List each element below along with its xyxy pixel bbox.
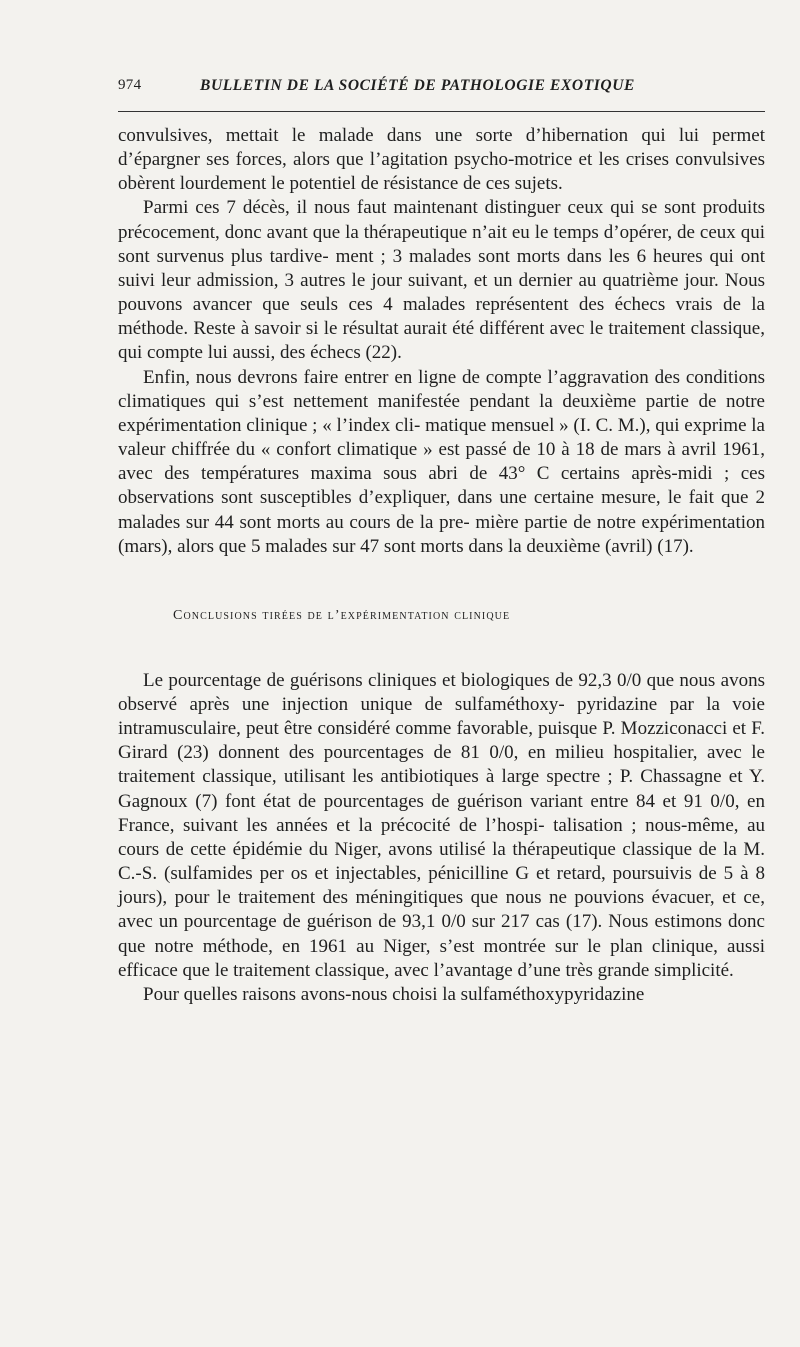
paragraph-conclusions: Le pourcentage de guérisons cliniques et biologiques de 92,3 0/0 que nous avons observé après une injection unique de sulfaméthoxy- pyridazine par la voie intramusculaire, peut être considéré comme favorable, puisque P. Mozziconacci et F. Girard (23) donnent des pourcentages de 81 0/0, en milieu hospitalier, avec le traitement classique, utilisant les antibiotiques à large spectre ; P. Chassagne et Y. Gagnoux (7) font état de pourcentages de guérison variant entre 84 et 91 0/0, en France, suivant les années et la précocité de l’hospi- talisation ; nous-même, au cours de cette épidémie du Niger, avons utilisé la thérapeutique classique de la M. C.-S. (sulfamides per os et injectables, pénicilline G et retard, poursuivis de 5 à 8 jours), pour le traitement des méningitiques que nous ne pouvions évacuer, et ce, avec un pourcentage de guérison de 93,1 0/0 sur 217 cas (17). Nous estimons donc que notre méthode, en 1961 au Niger, s’est montrée sur le plan clinique, aussi efficace que le traitement classique, avec l’avantage d’une très grande simplicité. [118, 669, 765, 981]
paragraph-climate: Enfin, nous devrons faire entrer en ligne de compte l’aggravation des conditions climatiques qui s’est nettement manifestée pendant la deuxième partie de notre expérimentation clinique ; « l’index cli- matique mensuel » (I. C. M.), qui exprime la valeur chiffrée du « confort climatique » est passé de 10 à 18 de mars à avril 1961, avec des températures maxima sous abri de 43° C certains après-midi ; ces observations sont susceptibles d’expliquer, dans une certaine mesure, le fait que 2 malades sur 44 sont morts au cours de la pre- mière partie de notre expérimentation (mars), alors que 5 malades sur 47 sont morts dans la deuxième (avril) (17). [118, 366, 765, 557]
page-header [118, 77, 765, 112]
body-text [118, 124, 765, 1007]
section-heading: Conclusions tirées de l’expérimentation clinique [173, 607, 511, 623]
page-number: 974 [118, 77, 142, 93]
paragraph-deaths: Parmi ces 7 décès, il nous faut maintenant distinguer ceux qui se sont produits précocement, donc avant que la thérapeutique n’ait eu le temps d’opérer, de ceux qui sont survenus plus tardive- ment ; 3 malades sont morts dans les 6 heures qui ont suivi leur admission, 3 autres le jour suivant, et un dernier au quatrième jour. Nous pouvons avancer que seuls ces 4 malades représentent des échecs vrais de la méthode. Reste à savoir si le résultat aurait été différent avec le traitement classique, qui compte lui aussi, des échecs (22). [118, 197, 765, 364]
paragraph-choice: Pour quelles raisons avons-nous choisi la sulfaméthoxypyridazine [143, 983, 645, 1005]
running-head: BULLETIN DE LA SOCIÉTÉ DE PATHOLOGIE EXOTIQUE [200, 77, 635, 94]
paragraph-continuation: convulsives, mettait le malade dans une sorte d’hibernation qui lui permet d’épargner ses forces, alors que l’agitation psycho-motrice et les crises convulsives obèrent lourdement le potentiel de résistance de ces sujets. [118, 125, 765, 195]
